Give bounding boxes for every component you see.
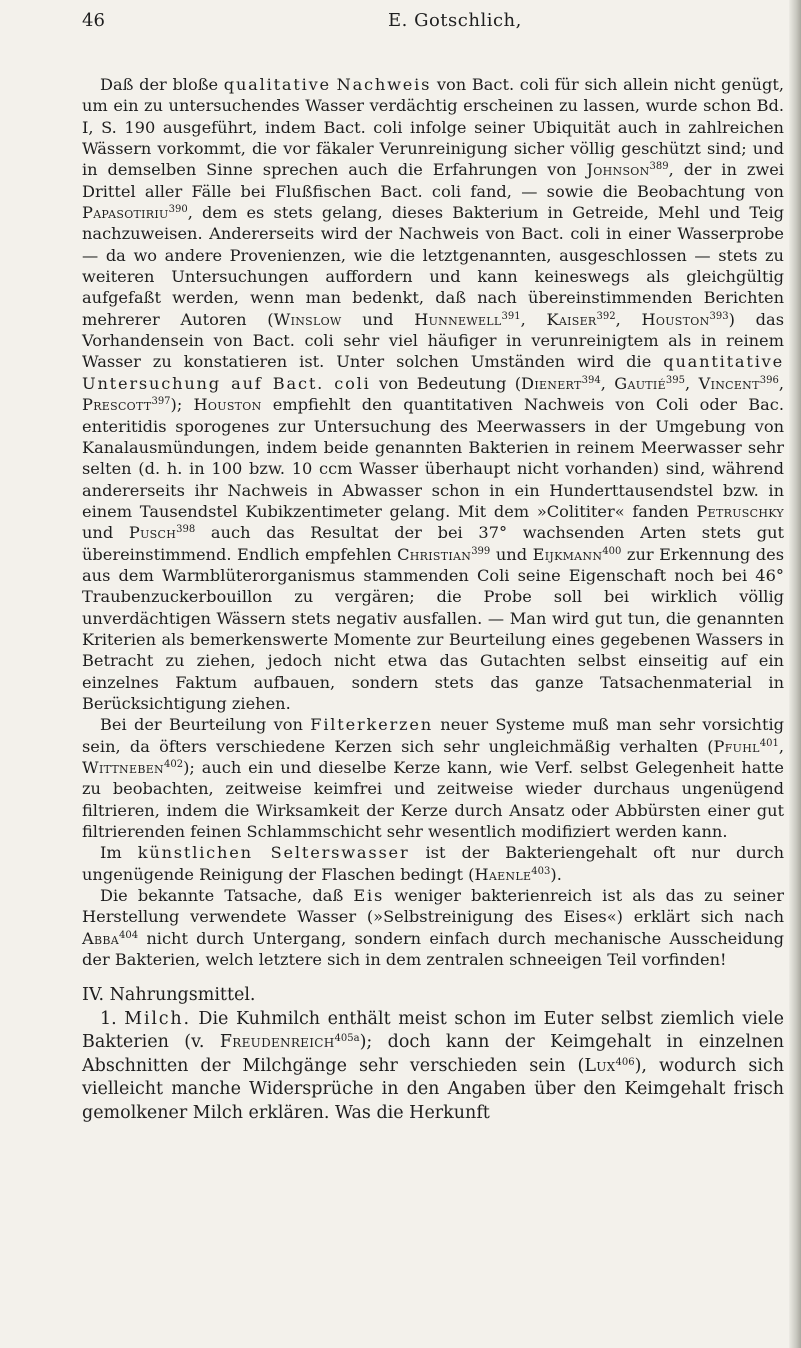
page-edge-shadow xyxy=(789,0,801,1348)
emphasis-text: Eis xyxy=(353,886,385,906)
emphasis-text: Filterkerzen xyxy=(310,715,433,735)
author-name: Freudenreich xyxy=(219,1032,335,1053)
reference-number: 406 xyxy=(615,1056,635,1068)
text-run: Bei der Beurteilung von xyxy=(100,715,311,735)
author-name: Pusch xyxy=(128,523,177,543)
author-name: Winslow xyxy=(273,309,342,329)
emphasis-text: quantitative Untersuchung auf Bact. coli xyxy=(82,352,784,393)
author-name: Haenle xyxy=(474,864,532,884)
author-name: Wittneben xyxy=(82,758,164,777)
author-name: Abba xyxy=(82,928,120,948)
reference-number: 402 xyxy=(163,759,184,770)
text-run: und xyxy=(82,523,129,543)
author-name: Prescott xyxy=(82,395,152,415)
author-name: Houston xyxy=(641,309,710,329)
reference-number: 391 xyxy=(501,310,521,322)
text-run: ) das Vorhandensein von Bact. coli sehr viel häufiger in verunreinigtem als in reinem Wasser zu konstatieren ist. Unter solchen Umständen wird die xyxy=(82,309,784,372)
text-run: , xyxy=(685,373,699,393)
reference-number: 393 xyxy=(709,310,729,322)
running-header xyxy=(82,10,762,38)
paragraph-milch xyxy=(82,1008,784,1126)
author-name: Lux xyxy=(584,1055,616,1076)
author-name: Hunnewell xyxy=(414,309,502,329)
paragraph-coli-nachweis xyxy=(82,74,784,714)
paragraph-selterswasser xyxy=(82,842,784,885)
emphasis-text: Milch. xyxy=(124,1008,191,1029)
text-run: ); auch ein und dieselbe Kerze kann, wie Verf. selbst Gelegenheit hatte zu beobachten, zeitweise keimfrei und zeitweise wieder durchaus ungenügend filtrieren, indem die Wirksamkeit der Kerze durch Ansatz oder Abbürsten einer gut filtrierenden feinen Schlammschicht sehr wesentlich modifiziert werden kann. xyxy=(82,758,784,842)
text-run: und xyxy=(490,544,533,564)
text-run: zur Erkennung des aus dem Warmblüterorganismus stammenden Coli seine Eigenschaft noch bei 46° Traubenzuckerbouillon zu vergären; die Probe soll bei wirklich völlig unverdächtigen Wässern stets negativ ausfallen. — Man wird gut tun, die genannten Kriterien als bemerkenswerte Momente zur Beurteilung eines gegebenen Wassers in Betracht zu ziehen, jedoch nicht etwa das Gutachten selbst einseitig auf ein einzelnes Faktum aufbauen, sondern stets das ganze Tatsachenmaterial in Berücksichtigung ziehen. xyxy=(82,544,784,713)
reference-number: 401 xyxy=(759,737,779,749)
text-run: Daß der bloße xyxy=(100,75,224,94)
reference-number: 396 xyxy=(759,374,779,386)
paragraph-filterkerzen xyxy=(82,714,784,842)
reference-number: 398 xyxy=(176,524,196,536)
emphasis-text: Nachweis xyxy=(336,75,432,94)
author-name: Christian xyxy=(397,544,472,564)
author-name: Petruschky xyxy=(696,501,784,521)
text-run: Die Kuhmilch enthält meist schon im Euter selbst ziemlich viele Bakterien (v. xyxy=(82,1008,784,1053)
text-run: , xyxy=(615,309,642,329)
text-run: , xyxy=(600,373,615,393)
page-number: 46 xyxy=(82,10,105,31)
author-name: Gautié xyxy=(614,373,666,393)
paragraph-eis xyxy=(82,885,784,970)
text-run: , dem es stets gelang, dieses Bakterium in Getreide, Mehl und Teig nachzuweisen. Andererseits wird der Nachweis von Bact. coli in einer Wasserprobe — da wo andere Provenienzen, wie die letztgenannten, ausgeschlossen — stets zu weiteren Untersuchungen auffordern und kann keineswegs als gleichgültig aufgefaßt werden, wenn man bedenkt, daß nach übereinstimmenden Berichten mehrerer Autoren ( xyxy=(82,203,784,329)
text-run: nicht durch Untergang, sondern einfach durch mechanische Ausscheidung der Bakterien, welch letztere sich in dem zentralen schneeigen Teil vorfinden! xyxy=(82,928,784,970)
reference-number: 405a xyxy=(334,1033,360,1045)
author-name: Eijkmann xyxy=(532,544,603,564)
emphasis-text: qualitative xyxy=(223,75,331,94)
text-run: ); xyxy=(170,395,194,415)
text-run: neuer Systeme muß man sehr vorsichtig sein, da öfters verschiedene Kerzen sich sehr ungleichmäßig verhalten ( xyxy=(82,715,785,756)
reference-number: 404 xyxy=(119,929,139,941)
text-run: ). xyxy=(550,864,562,884)
text-run: Im xyxy=(100,843,138,863)
text-run: und xyxy=(341,309,415,329)
reference-number: 390 xyxy=(168,204,188,216)
body-text xyxy=(82,74,784,1125)
reference-number: 403 xyxy=(531,865,551,877)
author-name: Pfuhl xyxy=(713,736,760,756)
reference-number: 400 xyxy=(602,545,622,557)
author-name: Dienert xyxy=(521,373,582,393)
reference-number: 399 xyxy=(471,545,491,557)
text-run: empfiehlt den quantitativen Nachweis von Coli oder Bac. enteritidis sporogenes zur Untersuchung des Meerwassers in der Umgebung von Kanalausmündungen, indem beide genannten Bakterien in reinem Meerwasser sehr selten (d. h. in 100 bzw. 10 ccm Wasser überhaupt nicht vorhanden) sind, während andererseits ihr Nachweis in Abwasser schon in ein Hunderttausendstel bzw. in einem Tausendstel Kubikzentimeter gelang. Mit dem »Colititer« fanden xyxy=(82,395,784,521)
text-run: von Bact. coli für sich allein nicht genügt, um ein zu untersuchendes Wasser verdächtig erscheinen zu lassen, wurde schon Bd. I, S. 190 ausgeführt, indem Bact. coli infolge seiner Ubiquität auch in zahlreichen Wässern vorkommt, die vor fäkaler Verunreinigung sicher völlig geschützt sind; und in demselben Sinne sprechen auch die Erfahrungen von xyxy=(82,75,784,180)
emphasis-text: künstlichen Selterswasser xyxy=(137,843,410,863)
text-run: , der in zwei Drittel aller Fälle bei Flußfischen Bact. coli fand, — sowie die Beobachtung von xyxy=(82,160,784,201)
text-run: , xyxy=(520,309,547,329)
reference-number: 397 xyxy=(151,396,171,408)
text-run: von Bedeutung ( xyxy=(370,373,522,393)
text-run: Die bekannte Tatsache, daß xyxy=(100,886,354,906)
reference-number: 395 xyxy=(665,374,686,386)
reference-number: 389 xyxy=(649,161,669,173)
author-name: Vincent xyxy=(698,373,760,393)
text-run: , xyxy=(778,373,784,393)
author-name: Houston xyxy=(193,395,262,415)
section-heading: IV. Nahrungsmittel. xyxy=(82,985,256,1006)
text-run: ); doch kann der Keimgehalt in einzelnen Abschnitten der Milchgänge sehr verschieden sein ( xyxy=(82,1032,785,1076)
author-name: Johnson xyxy=(586,160,650,180)
section-nahrungsmittel xyxy=(82,984,784,1125)
reference-number: 394 xyxy=(581,374,601,386)
text-run: 1. xyxy=(100,1008,125,1029)
author-name: Papasotiriu xyxy=(82,203,169,223)
text-run: weniger bakterienreich ist als das zu seiner Herstellung verwendete Wasser (»Selbstreinigung des Eises«) erklärt sich nach xyxy=(82,886,784,927)
text-run: ), wodurch sich vielleicht manche Widersprüche in den Angaben über den Keimgehalt frisch gemolkener Milch erklären. Was die Herkunft xyxy=(82,1055,785,1123)
text-run: , xyxy=(778,736,784,756)
text-run: ist der Bakteriengehalt oft nur durch ungenügende Reinigung der Flaschen bedingt ( xyxy=(82,843,785,884)
text-run: auch das Resultat der bei 37° wachsenden Arten stets gut übereinstimmend. Endlich empfehlen xyxy=(82,523,785,564)
running-head-author: E. Gotschlich, xyxy=(388,10,522,31)
reference-number: 392 xyxy=(596,310,616,322)
author-name: Kaiser xyxy=(546,309,597,329)
